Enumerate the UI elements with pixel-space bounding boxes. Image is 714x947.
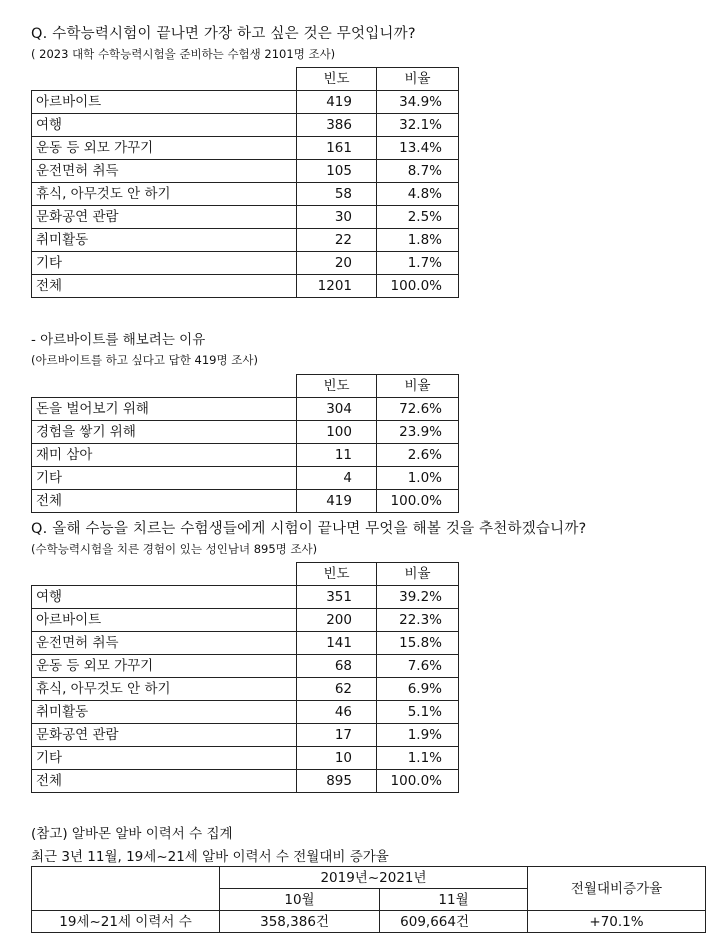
survey2-note: (아르바이트를 하고 싶다고 답한 419명 조사) xyxy=(31,353,258,367)
survey3-question: Q. 올해 수능을 치르는 수험생들에게 시험이 끝나면 무엇을 해볼 것을 추천하겠습니까? xyxy=(31,521,587,537)
row-ratio: 4.8% xyxy=(377,183,459,206)
row-count: 11 xyxy=(297,444,377,467)
row-count: 161 xyxy=(297,137,377,160)
row-label: 전체 xyxy=(32,490,297,513)
row-count: 10 xyxy=(297,747,377,770)
row-ratio: 100.0% xyxy=(377,275,459,298)
row-ratio: 5.1% xyxy=(377,701,459,724)
alba-value1: 358,386건 xyxy=(220,911,380,933)
row-ratio: 13.4% xyxy=(377,137,459,160)
table-row xyxy=(32,137,459,160)
table-header-row xyxy=(32,375,459,398)
row-count: 58 xyxy=(297,183,377,206)
table-header-row xyxy=(32,563,459,586)
row-label: 전체 xyxy=(32,275,297,298)
row-label: 운전면허 취득 xyxy=(32,160,297,183)
table-row xyxy=(32,229,459,252)
alba-month2: 11월 xyxy=(380,889,528,911)
table-row xyxy=(32,632,459,655)
row-count: 46 xyxy=(297,701,377,724)
alba-month1: 10월 xyxy=(220,889,380,911)
row-ratio: 39.2% xyxy=(377,586,459,609)
row-ratio: 34.9% xyxy=(377,91,459,114)
table-row xyxy=(32,586,459,609)
column-header-count: 빈도 xyxy=(297,563,377,586)
alba-table xyxy=(31,866,706,933)
survey1-note: ( 2023 대학 수학능력시험을 준비하는 수험생 2101명 조사) xyxy=(31,47,336,61)
row-label: 문화공연 관람 xyxy=(32,724,297,747)
row-ratio: 32.1% xyxy=(377,114,459,137)
survey3-table-body xyxy=(32,563,459,793)
table-row xyxy=(32,609,459,632)
row-count: 200 xyxy=(297,609,377,632)
alba-growth: +70.1% xyxy=(528,911,706,933)
table-row xyxy=(32,678,459,701)
row-count: 386 xyxy=(297,114,377,137)
alba-value2: 609,664건 xyxy=(380,911,528,933)
row-label: 기타 xyxy=(32,747,297,770)
row-ratio: 2.5% xyxy=(377,206,459,229)
table-row xyxy=(32,444,459,467)
row-ratio: 1.8% xyxy=(377,229,459,252)
row-count: 419 xyxy=(297,91,377,114)
row-count: 895 xyxy=(297,770,377,793)
row-count: 141 xyxy=(297,632,377,655)
survey2-table xyxy=(31,374,459,513)
table-row xyxy=(32,770,459,793)
row-ratio: 2.6% xyxy=(377,444,459,467)
header-empty-cell xyxy=(32,68,297,91)
header-empty-cell xyxy=(32,563,297,586)
table-row xyxy=(32,655,459,678)
row-label: 기타 xyxy=(32,252,297,275)
table-row xyxy=(32,398,459,421)
row-ratio: 15.8% xyxy=(377,632,459,655)
row-count: 1201 xyxy=(297,275,377,298)
row-ratio: 23.9% xyxy=(377,421,459,444)
alba-title: (참고) 알바몬 알바 이력서 수 집계 xyxy=(31,826,233,842)
alba-data-row xyxy=(32,911,706,933)
row-count: 62 xyxy=(297,678,377,701)
table-row xyxy=(32,747,459,770)
table-header-row xyxy=(32,68,459,91)
survey2-table-body xyxy=(32,375,459,513)
row-ratio: 1.9% xyxy=(377,724,459,747)
table-row xyxy=(32,183,459,206)
survey1-table xyxy=(31,67,459,298)
row-ratio: 1.1% xyxy=(377,747,459,770)
alba-subtitle: 최근 3년 11월, 19세~21세 알바 이력서 수 전월대비 증가율 xyxy=(31,849,389,865)
row-label: 아르바이트 xyxy=(32,609,297,632)
row-label: 경험을 쌓기 위해 xyxy=(32,421,297,444)
table-row xyxy=(32,724,459,747)
survey1-question: Q. 수학능력시험이 끝나면 가장 하고 싶은 것은 무엇입니까? xyxy=(31,26,416,42)
row-count: 351 xyxy=(297,586,377,609)
row-count: 419 xyxy=(297,490,377,513)
table-row xyxy=(32,206,459,229)
alba-header-row xyxy=(32,867,706,889)
row-ratio: 8.7% xyxy=(377,160,459,183)
row-label: 전체 xyxy=(32,770,297,793)
table-row xyxy=(32,114,459,137)
row-ratio: 100.0% xyxy=(377,490,459,513)
row-label: 취미활동 xyxy=(32,229,297,252)
table-row xyxy=(32,160,459,183)
row-count: 20 xyxy=(297,252,377,275)
column-header-count: 빈도 xyxy=(297,68,377,91)
row-label: 재미 삼아 xyxy=(32,444,297,467)
row-label: 운동 등 외모 가꾸기 xyxy=(32,655,297,678)
alba-empty-cell xyxy=(32,867,220,911)
row-label: 문화공연 관람 xyxy=(32,206,297,229)
row-label: 돈을 벌어보기 위해 xyxy=(32,398,297,421)
survey1-table-body xyxy=(32,68,459,298)
survey3-note: (수학능력시험을 치른 경험이 있는 성인남녀 895명 조사) xyxy=(31,542,318,556)
row-label: 휴식, 아무것도 안 하기 xyxy=(32,678,297,701)
table-row xyxy=(32,252,459,275)
table-row xyxy=(32,91,459,114)
survey2-title: - 아르바이트를 해보려는 이유 xyxy=(31,332,206,348)
alba-growth-header: 전월대비증가율 xyxy=(528,867,706,911)
row-count: 304 xyxy=(297,398,377,421)
row-count: 105 xyxy=(297,160,377,183)
row-label: 운전면허 취득 xyxy=(32,632,297,655)
column-header-ratio: 비율 xyxy=(377,68,459,91)
row-count: 17 xyxy=(297,724,377,747)
row-ratio: 100.0% xyxy=(377,770,459,793)
column-header-count: 빈도 xyxy=(297,375,377,398)
column-header-ratio: 비율 xyxy=(377,375,459,398)
row-ratio: 7.6% xyxy=(377,655,459,678)
row-ratio: 22.3% xyxy=(377,609,459,632)
row-label: 아르바이트 xyxy=(32,91,297,114)
row-label: 운동 등 외모 가꾸기 xyxy=(32,137,297,160)
table-row xyxy=(32,467,459,490)
alba-row-label: 19세~21세 이력서 수 xyxy=(32,911,220,933)
row-ratio: 1.0% xyxy=(377,467,459,490)
row-label: 여행 xyxy=(32,114,297,137)
row-label: 기타 xyxy=(32,467,297,490)
row-ratio: 72.6% xyxy=(377,398,459,421)
table-row xyxy=(32,701,459,724)
row-label: 여행 xyxy=(32,586,297,609)
table-row xyxy=(32,490,459,513)
column-header-ratio: 비율 xyxy=(377,563,459,586)
row-ratio: 1.7% xyxy=(377,252,459,275)
table-row xyxy=(32,421,459,444)
row-label: 휴식, 아무것도 안 하기 xyxy=(32,183,297,206)
survey3-table xyxy=(31,562,459,793)
row-count: 4 xyxy=(297,467,377,490)
row-count: 30 xyxy=(297,206,377,229)
alba-period: 2019년~2021년 xyxy=(220,867,528,889)
row-count: 68 xyxy=(297,655,377,678)
row-count: 22 xyxy=(297,229,377,252)
row-ratio: 6.9% xyxy=(377,678,459,701)
table-row xyxy=(32,275,459,298)
row-count: 100 xyxy=(297,421,377,444)
row-label: 취미활동 xyxy=(32,701,297,724)
header-empty-cell xyxy=(32,375,297,398)
